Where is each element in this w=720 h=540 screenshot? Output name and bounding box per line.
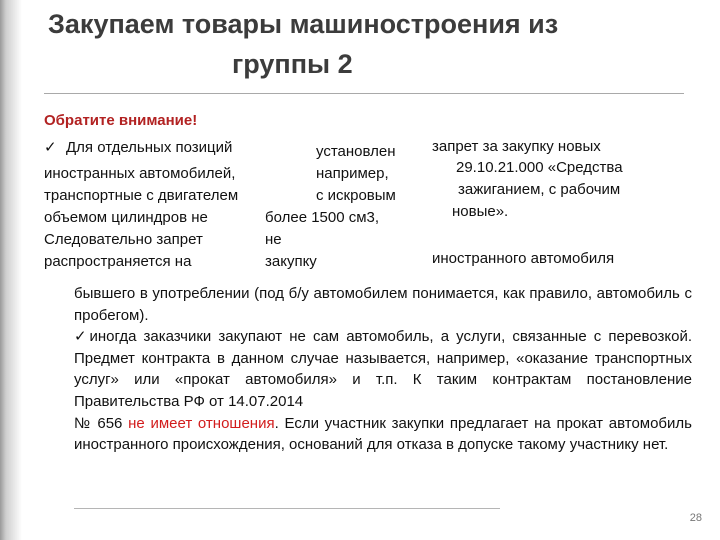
title-divider xyxy=(44,93,684,94)
body-paragraph-3-text: . Если участник закупки предлагает на прокат автомобиль иностранного происхождения, оснований для отказа в допуске такому участнику нет. xyxy=(74,414,692,454)
bottom-divider xyxy=(74,508,500,509)
notice-heading: Обратите внимание! xyxy=(44,112,198,129)
notice-left-line-3: транспортные с двигателем xyxy=(44,187,239,204)
notice-mid-line-1: установлен xyxy=(316,143,396,160)
notice-right-line-4: новые». xyxy=(452,203,509,220)
body-paragraph-2 xyxy=(74,326,692,412)
left-text-1: Для отдельных позиций xyxy=(66,139,233,156)
body-paragraph-2-text: иногда заказчики закупают не сам автомобиль, а услуги, связанные с перевозкой. Предмет контракта в данном случае называется, например, «оказание транспортных услуг» или «прокат автомобиля» и т.п. К таким контрактам постановление Правительства РФ от 14.07.2014 xyxy=(74,328,692,410)
notice-mid-line-4: более 1500 см3, xyxy=(265,209,380,226)
notice-left-line-1 xyxy=(44,137,232,159)
page-number: 28 xyxy=(689,512,702,524)
check-icon: ✓ xyxy=(74,328,90,346)
decree-number: № 656 xyxy=(74,414,123,432)
slide-title xyxy=(48,4,688,84)
notice-left-line-4: объемом цилиндров не xyxy=(44,209,208,226)
highlight-not-applicable: не имеет отношения xyxy=(128,414,275,432)
notice-left-line-5: Следовательно запрет xyxy=(44,231,203,248)
notice-right-line-2: 29.10.21.000 «Средства xyxy=(456,159,623,176)
body-paragraph-3 xyxy=(74,413,692,456)
body-paragraph-1: бывшего в употреблении (под б/у автомобилем понимается, как правило, автомобиль с пробегом). xyxy=(74,285,692,324)
title-line-1: Закупаем товары машиностроения из xyxy=(48,9,559,39)
body-text xyxy=(74,283,692,456)
notice-mid-line-3: с искровым xyxy=(316,187,396,204)
notice-mid-line-2: например, xyxy=(316,165,389,182)
notice-left-line-6: распространяется на xyxy=(44,253,192,270)
notice-right-line-5: иностранного автомобиля xyxy=(432,250,615,267)
notice-left-line-2: иностранных автомобилей, xyxy=(44,165,236,182)
notice-mid-line-6: закупку xyxy=(265,253,317,270)
notice-mid-line-5: не xyxy=(265,231,282,248)
notice-right-line-3: зажиганием, с рабочим xyxy=(458,181,621,198)
check-icon: ✓ xyxy=(44,139,57,156)
title-line-2: группы 2 xyxy=(232,49,353,79)
notice-right-line-1: запрет за закупку новых xyxy=(432,138,601,155)
